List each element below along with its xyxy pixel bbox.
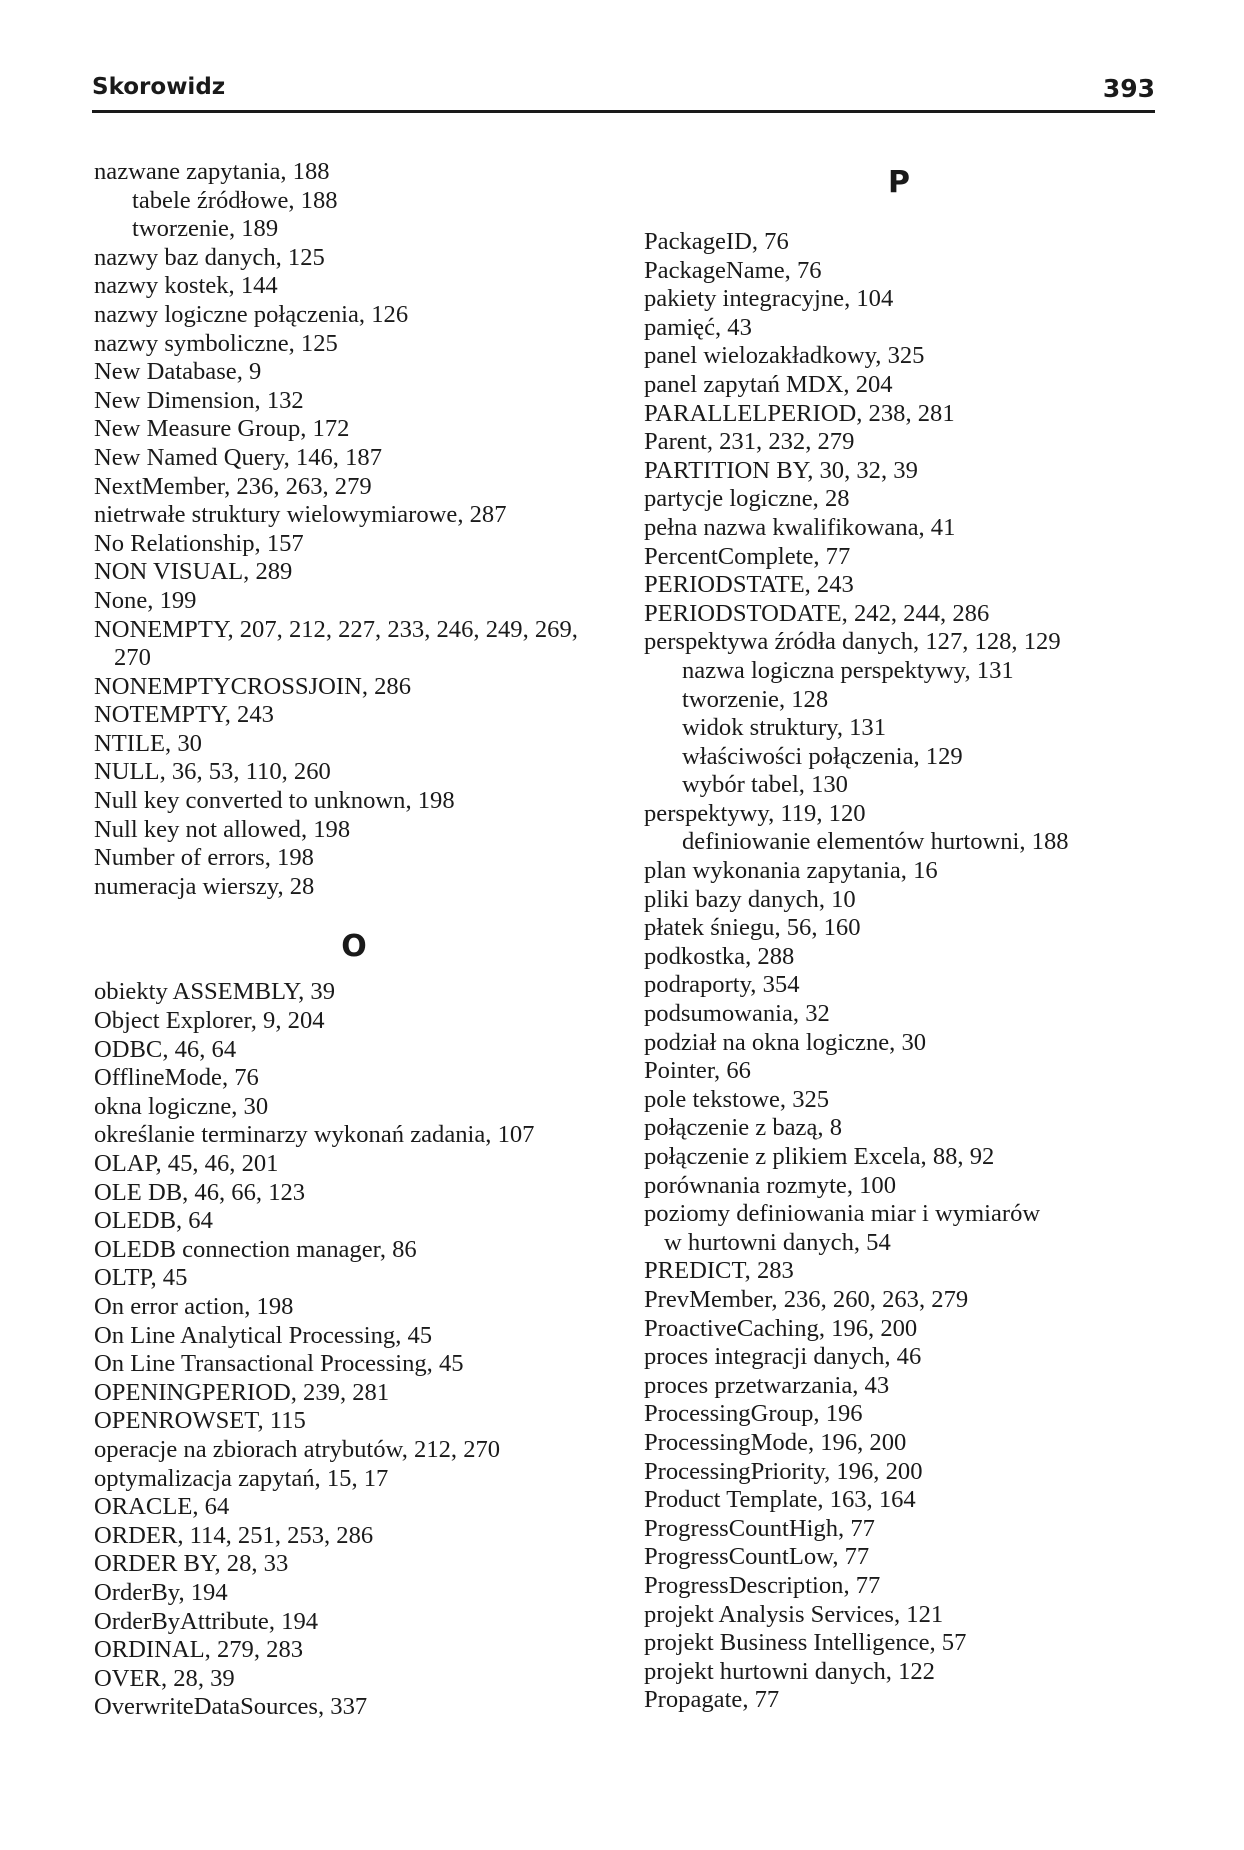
index-entry: NON VISUAL, 289 [94, 558, 293, 586]
index-entry: nazwy kostek, 144 [94, 272, 278, 300]
index-entry: projekt Analysis Services, 121 [644, 1600, 944, 1628]
index-entry: ORDINAL, 279, 283 [94, 1636, 304, 1664]
index-entry: plan wykonania zapytania, 16 [644, 857, 938, 885]
index-entry: New Measure Group, 172 [94, 415, 350, 443]
index-entry: PackageID, 76 [644, 228, 789, 255]
index-entry: Object Explorer, 9, 204 [94, 1007, 325, 1035]
index-section-n [94, 158, 614, 901]
index-subentry: właściwości połączenia, 129 [682, 742, 963, 770]
index-entry: partycje logiczne, 28 [644, 485, 850, 513]
index-entry: pakiety integracyjne, 104 [644, 285, 894, 313]
index-entry: poziomy definiowania miar i wymiarów [644, 1200, 1041, 1228]
running-title: Skorowidz [92, 74, 226, 100]
index-entry: pole tekstowe, 325 [644, 1085, 830, 1113]
index-entry: projekt hurtowni danych, 122 [644, 1657, 935, 1685]
index-entry: pamięć, 43 [644, 313, 752, 341]
index-entry: New Named Query, 146, 187 [94, 443, 382, 471]
index-entry: ProgressCountHigh, 77 [644, 1514, 875, 1542]
index-entry: optymalizacja zapytań, 15, 17 [94, 1464, 389, 1492]
index-entry: PercentComplete, 77 [644, 542, 851, 570]
index-entry: Product Template, 163, 164 [644, 1486, 916, 1514]
index-entry: ORDER BY, 28, 33 [94, 1550, 289, 1578]
index-subentry: nazwa logiczna perspektywy, 131 [682, 656, 1014, 684]
index-entry: NTILE, 30 [94, 729, 202, 757]
index-entry: Null key not allowed, 198 [94, 815, 351, 843]
index-entry: połączenie z bazą, 8 [644, 1114, 842, 1142]
index-entry: NONEMPTY, 207, 212, 227, 233, 246, 249, 269, [94, 615, 578, 643]
index-entry: OPENROWSET, 115 [94, 1407, 306, 1435]
index-entry: nazwy logiczne połączenia, 126 [94, 300, 409, 328]
index-section-p [644, 228, 1154, 1715]
index-entry: OfflineMode, 76 [94, 1064, 259, 1092]
index-entry: OrderBy, 194 [94, 1578, 228, 1606]
index-entry: 270 [114, 644, 151, 672]
index-entry: PARTITION BY, 30, 32, 39 [644, 456, 918, 484]
index-entry: OLE DB, 46, 66, 123 [94, 1178, 306, 1206]
index-entry: pełna nazwa kwalifikowana, 41 [644, 513, 956, 541]
index-entry: ProcessingGroup, 196 [644, 1400, 863, 1428]
index-entry: OPENINGPERIOD, 239, 281 [94, 1378, 390, 1406]
index-entry: On error action, 198 [94, 1292, 294, 1320]
index-entry: ProcessingMode, 196, 200 [644, 1428, 907, 1456]
index-entry: None, 199 [94, 586, 197, 614]
index-entry: PERIODSTATE, 243 [644, 571, 854, 599]
index-entry: ProactiveCaching, 196, 200 [644, 1314, 918, 1342]
index-entry: NULL, 36, 53, 110, 260 [94, 758, 331, 786]
index-section-o [94, 978, 614, 1721]
page-header [92, 74, 1155, 113]
index-entry: Parent, 231, 232, 279 [644, 428, 855, 456]
index-entry: perspektywa źródła danych, 127, 128, 129 [644, 628, 1061, 656]
index-entry: operacje na zbiorach atrybutów, 212, 270 [94, 1435, 501, 1463]
index-entry: PERIODSTODATE, 242, 244, 286 [644, 599, 990, 627]
index-entry: ProgressDescription, 77 [644, 1571, 881, 1599]
index-entry: NONEMPTYCROSSJOIN, 286 [94, 672, 412, 700]
section-letter-o: O [341, 929, 367, 965]
index-entry: OLEDB, 64 [94, 1207, 213, 1235]
index-entry: Pointer, 66 [644, 1057, 751, 1085]
index-entry: NOTEMPTY, 243 [94, 701, 274, 729]
index-subentry: definiowanie elementów hurtowni, 188 [682, 828, 1069, 856]
index-entry: On Line Analytical Processing, 45 [94, 1321, 433, 1349]
index-entry: OLAP, 45, 46, 201 [94, 1150, 279, 1177]
index-entry: New Database, 9 [94, 358, 262, 386]
index-subentry: tabele źródłowe, 188 [132, 186, 338, 214]
index-subentry: tworzenie, 189 [132, 215, 279, 243]
index-entry: panel wielozakładkowy, 325 [644, 342, 925, 370]
index-entry: proces integracji danych, 46 [644, 1343, 922, 1371]
index-entry: nietrwałe struktury wielowymiarowe, 287 [94, 501, 507, 529]
index-entry: New Dimension, 132 [94, 386, 304, 414]
index-entry: PackageName, 76 [644, 256, 822, 284]
index-entry: ProgressCountLow, 77 [644, 1543, 870, 1571]
index-column-left [94, 158, 614, 1722]
index-entry: No Relationship, 157 [94, 529, 304, 557]
index-entry: określanie terminarzy wykonań zadania, 107 [94, 1121, 535, 1149]
index-entry: porównania rozmyte, 100 [644, 1171, 897, 1199]
index-entry: projekt Business Intelligence, 57 [644, 1629, 967, 1657]
index-entry: podsumowania, 32 [644, 1000, 830, 1028]
index-entry: pliki bazy danych, 10 [644, 885, 856, 913]
index-entry: Number of errors, 198 [94, 844, 314, 872]
index-entry: proces przetwarzania, 43 [644, 1371, 890, 1399]
index-entry: OrderByAttribute, 194 [94, 1607, 319, 1635]
index-entry: OverwriteDataSources, 337 [94, 1693, 368, 1721]
index-entry: nazwane zapytania, 188 [94, 158, 330, 185]
index-entry: nazwy symboliczne, 125 [94, 329, 338, 357]
index-entry: podkostka, 288 [644, 942, 795, 970]
index-entry: OVER, 28, 39 [94, 1664, 235, 1692]
index-subentry: wybór tabel, 130 [682, 771, 848, 799]
index-entry: nazwy baz danych, 125 [94, 243, 325, 271]
index-entry: podział na okna logiczne, 30 [644, 1028, 927, 1056]
index-entry: OLTP, 45 [94, 1264, 188, 1292]
index-entry: obiekty ASSEMBLY, 39 [94, 978, 336, 1006]
index-entry: panel zapytań MDX, 204 [644, 370, 893, 398]
index-entry: w hurtowni danych, 54 [664, 1228, 891, 1256]
page-number: 393 [1102, 74, 1155, 103]
index-entry: ODBC, 46, 64 [94, 1035, 237, 1063]
index-entry: OLEDB connection manager, 86 [94, 1235, 417, 1263]
index-entry: okna logiczne, 30 [94, 1092, 269, 1120]
index-subentry: widok struktury, 131 [682, 714, 887, 742]
index-entry: PREDICT, 283 [644, 1257, 794, 1285]
index-entry: PrevMember, 236, 260, 263, 279 [644, 1285, 969, 1313]
index-entry: ORACLE, 64 [94, 1493, 230, 1521]
index-entry: numeracja wierszy, 28 [94, 872, 315, 900]
index-entry: Null key converted to unknown, 198 [94, 787, 455, 815]
index-entry: połączenie z plikiem Excela, 88, 92 [644, 1143, 995, 1170]
index-entry: NextMember, 236, 263, 279 [94, 472, 372, 500]
index-subentry: tworzenie, 128 [682, 685, 829, 713]
index-entry: On Line Transactional Processing, 45 [94, 1350, 464, 1378]
index-entry: Propagate, 77 [644, 1686, 780, 1714]
index-entry: PARALLELPERIOD, 238, 281 [644, 399, 955, 427]
index-entry: ProcessingPriority, 196, 200 [644, 1457, 923, 1485]
index-entry: ORDER, 114, 251, 253, 286 [94, 1521, 374, 1549]
section-letter-p: P [888, 165, 910, 200]
index-entry: płatek śniegu, 56, 160 [644, 914, 861, 942]
index-entry: podraporty, 354 [644, 971, 800, 999]
index-column-right [644, 158, 1154, 1715]
index-entry: perspektywy, 119, 120 [644, 799, 866, 827]
